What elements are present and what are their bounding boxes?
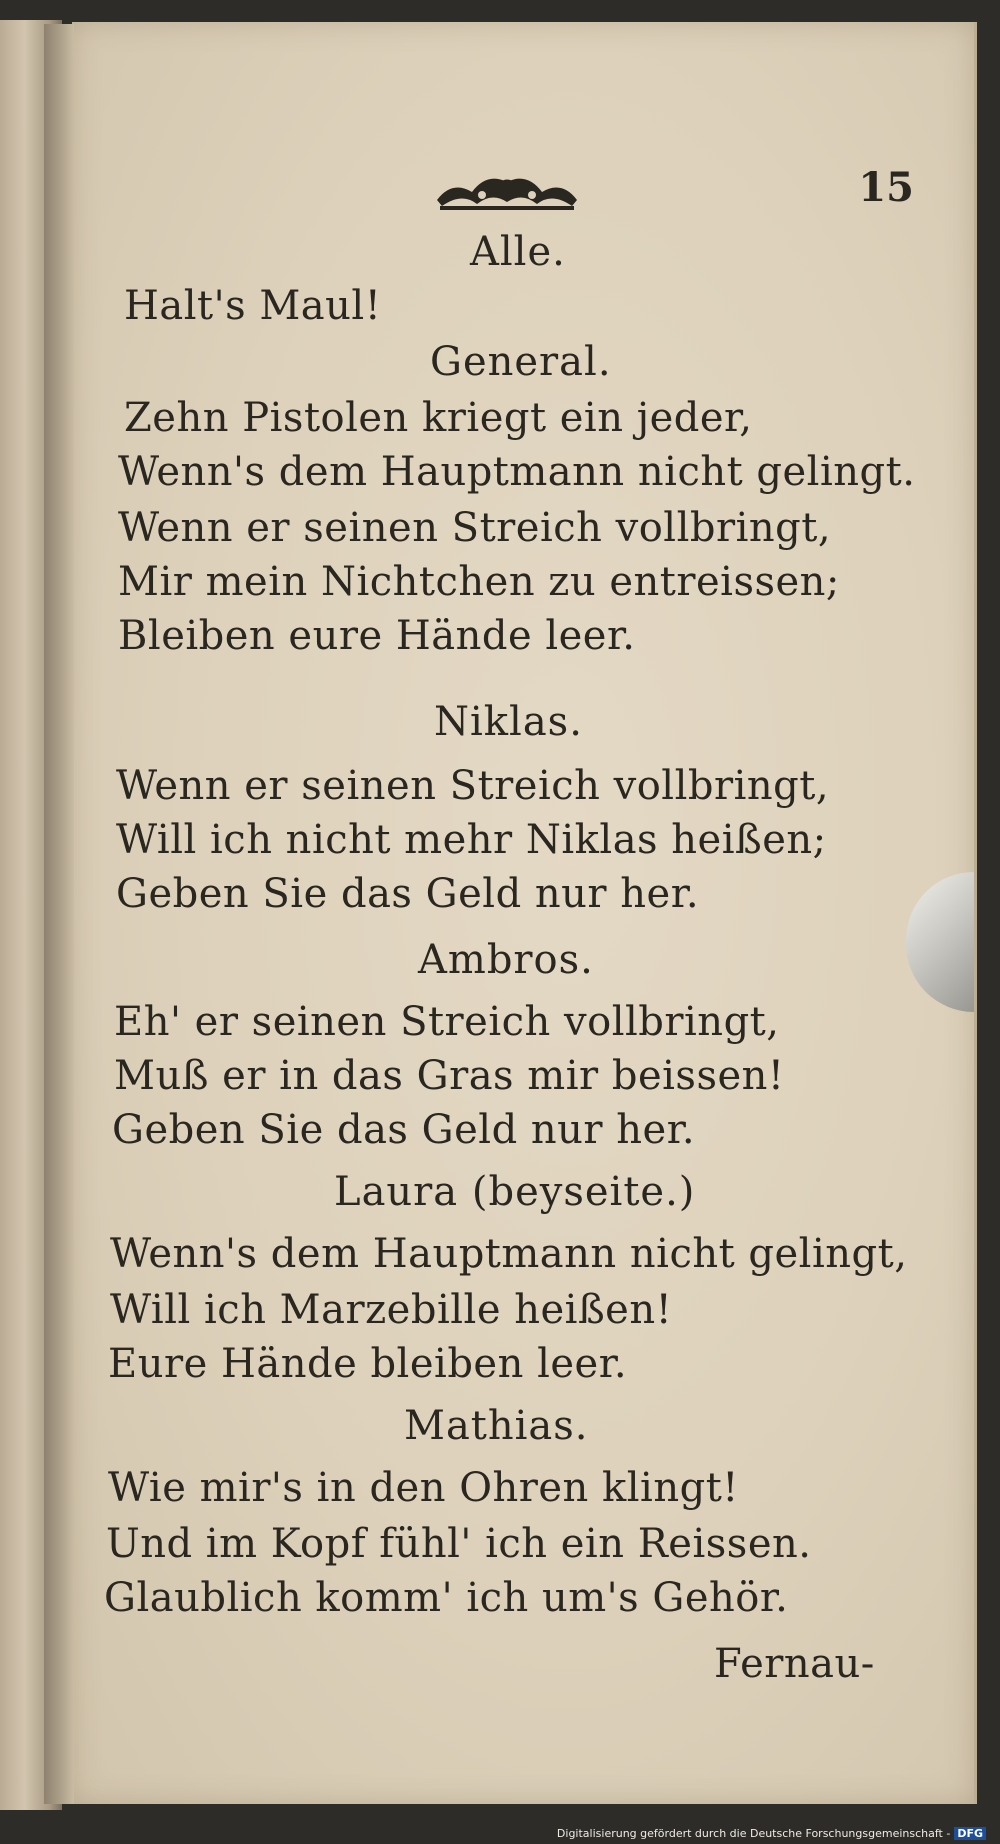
verse-line: Bleiben eure Hände leer. — [118, 613, 636, 659]
ornament-icon — [432, 162, 582, 222]
verse-line: Und im Kopf fühl' ich ein Reissen. — [106, 1521, 812, 1567]
speaker-heading: Niklas. — [434, 699, 583, 745]
verse-line: Will ich Marzebille heißen! — [110, 1287, 673, 1333]
speaker-heading: General. — [430, 339, 612, 385]
book-gutter — [44, 24, 74, 1804]
speaker-heading: Ambros. — [418, 937, 594, 983]
verse-line: Geben Sie das Geld nur her. — [112, 1107, 696, 1153]
verse-line: Glaublich komm' ich um's Gehör. — [104, 1575, 789, 1621]
verse-line: Wenn er seinen Streich vollbringt, — [118, 505, 832, 551]
credit-text: Digitalisierung gefördert durch die Deutsche Forschungsgemeinschaft - — [556, 1827, 951, 1840]
page-number: 15 — [858, 164, 914, 211]
verse-line: Eh' er seinen Streich vollbringt, — [114, 999, 780, 1045]
verse-line: Mir mein Nichtchen zu entreissen; — [118, 559, 840, 605]
verse-line: Geben Sie das Geld nur her. — [116, 871, 700, 917]
verse-line: Eure Hände bleiben leer. — [108, 1341, 628, 1387]
speaker-heading: Mathias. — [404, 1403, 589, 1449]
digitization-credit — [557, 1827, 986, 1840]
verse-line: Wenn er seinen Streich vollbringt, — [116, 763, 830, 809]
verse-line: Halt's Maul! — [124, 283, 382, 329]
dfg-logo: DFG — [954, 1827, 986, 1840]
catchword: Fernau- — [714, 1641, 875, 1687]
speaker-heading: Alle. — [470, 229, 566, 275]
speaker-heading: Laura (beyseite.) — [334, 1169, 696, 1215]
page-tab-marker — [906, 872, 974, 1012]
verse-line: Zehn Pistolen kriegt ein jeder, — [124, 395, 753, 441]
verse-line: Wie mir's in den Ohren klingt! — [108, 1465, 739, 1511]
verse-line: Muß er in das Gras mir beissen! — [114, 1053, 785, 1099]
verse-line: Wenn's dem Hauptmann nicht gelingt. — [118, 449, 916, 495]
verse-line: Wenn's dem Hauptmann nicht gelingt, — [110, 1231, 908, 1277]
verse-line: Will ich nicht mehr Niklas heißen; — [116, 817, 827, 863]
